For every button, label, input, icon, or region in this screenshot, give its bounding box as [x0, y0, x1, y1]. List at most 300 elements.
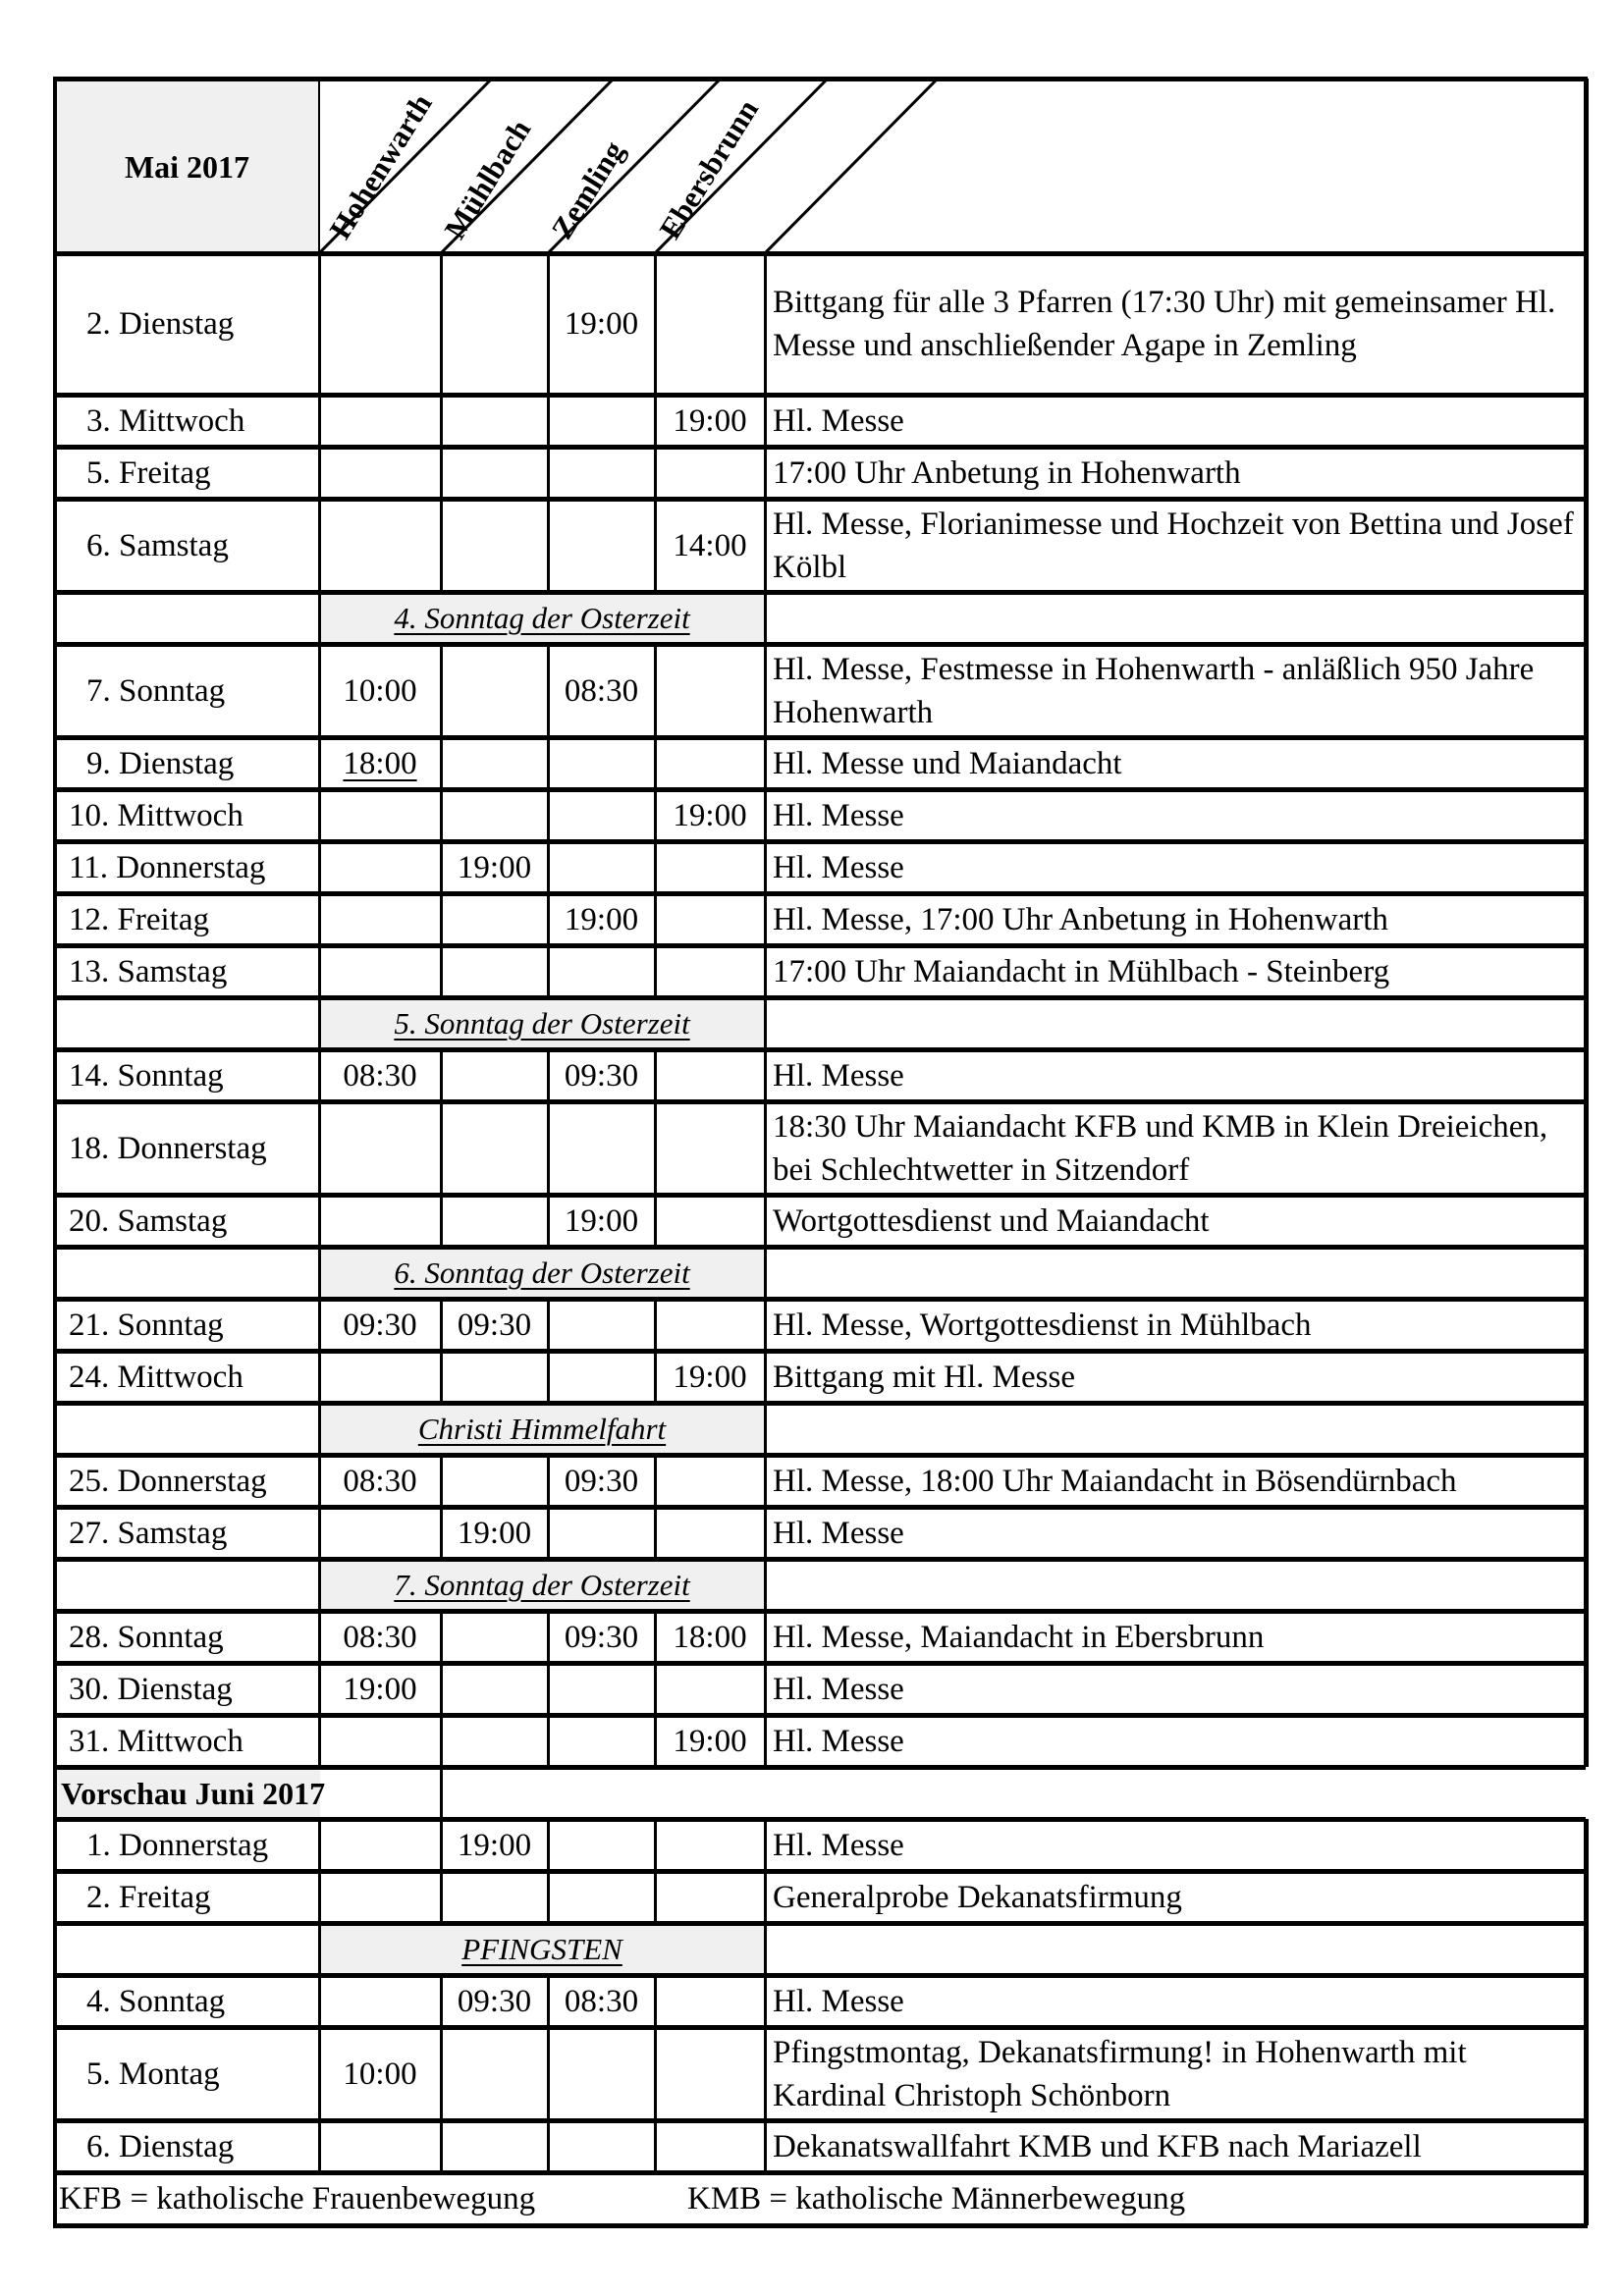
table-right-border — [1584, 737, 1589, 789]
table-left-border — [53, 253, 57, 395]
column-divider — [764, 1715, 767, 1767]
event-description: Dekanatswallfahrt KMB und KFB nach Mariazell — [773, 2128, 1422, 2164]
header-diagonal-line — [655, 79, 828, 253]
event-description: Hl. Messe — [773, 1057, 904, 1094]
event-description: Hl. Messe — [773, 1723, 904, 1759]
row-divider — [55, 393, 1586, 398]
column-divider — [654, 1819, 657, 1871]
day-label: 30. Dienstag — [69, 1671, 233, 1707]
column-divider — [318, 1507, 321, 1559]
table-left-border — [53, 644, 57, 737]
column-divider — [654, 789, 657, 841]
table-right-border — [1584, 1101, 1589, 1195]
column-divider — [764, 1403, 767, 1455]
column-divider — [654, 2027, 657, 2120]
event-description: Hl. Messe, Wortgottesdienst in Mühlbach — [773, 1307, 1312, 1343]
time-cell-mhlbach — [441, 893, 548, 945]
time-cell-ebersbrunn: 18:00 — [673, 1619, 747, 1655]
time-cell-mhlbach — [441, 1663, 548, 1715]
time-cell-mhlbach — [441, 2120, 548, 2172]
feast-day-label: 6. Sonntag der Osterzeit — [394, 1255, 690, 1290]
table-right-border — [1584, 1247, 1589, 1299]
column-divider — [318, 1715, 321, 1767]
time-cell-mhlbach — [441, 499, 548, 592]
day-label: 20. Samstag — [69, 1202, 228, 1239]
column-divider — [764, 1195, 767, 1247]
time-cell-hohenwarth — [319, 841, 441, 893]
table-left-border — [53, 1767, 57, 1819]
column-divider — [547, 1819, 550, 1871]
table-right-border — [1584, 1975, 1589, 2027]
column-divider — [318, 841, 321, 893]
table-left-border — [53, 1195, 57, 1247]
footer-kfb-legend: KFB = katholische Frauenbewegung — [59, 2181, 536, 2216]
row-divider — [55, 1557, 1586, 1562]
time-cell-ebersbrunn — [655, 1455, 765, 1507]
table-right-border — [1584, 644, 1589, 737]
time-cell-hohenwarth: 10:00 — [343, 2056, 417, 2092]
time-cell-mhlbach — [441, 2027, 548, 2120]
table-right-border — [1584, 79, 1589, 253]
column-divider — [440, 1871, 443, 1923]
event-description: 17:00 Uhr Maiandacht in Mühlbach - Steinberg — [773, 953, 1390, 989]
event-description: 17:00 Uhr Anbetung in Hohenwarth — [773, 454, 1241, 491]
column-divider — [318, 1923, 321, 1975]
column-divider — [318, 1247, 321, 1299]
time-cell-ebersbrunn — [655, 2120, 765, 2172]
time-cell-hohenwarth: 08:30 — [343, 1057, 417, 1094]
table-left-border — [53, 737, 57, 789]
column-divider — [318, 1195, 321, 1247]
event-description: Hl. Messe — [773, 1983, 904, 2019]
column-divider — [440, 2120, 443, 2172]
row-divider — [55, 2118, 1586, 2123]
time-cell-ebersbrunn — [655, 945, 765, 997]
day-label: 6. Samstag — [86, 527, 229, 563]
day-label: 4. Sonntag — [86, 1983, 226, 2019]
time-cell-zemling: 08:30 — [564, 672, 639, 709]
column-divider — [547, 395, 550, 447]
column-divider — [440, 447, 443, 499]
table-left-border — [53, 1101, 57, 1195]
column-divider — [547, 2120, 550, 2172]
column-divider — [318, 1975, 321, 2027]
column-divider — [547, 447, 550, 499]
time-cell-hohenwarth — [319, 499, 441, 592]
column-divider — [318, 1403, 321, 1455]
row-divider — [55, 891, 1586, 896]
time-cell-zemling — [548, 945, 655, 997]
column-divider — [654, 1195, 657, 1247]
table-left-border — [53, 893, 57, 945]
table-right-border — [1584, 945, 1589, 997]
time-cell-ebersbrunn: 14:00 — [673, 527, 747, 563]
feast-day-label: Christi Himmelfahrt — [417, 1411, 667, 1446]
table-left-border — [53, 1351, 57, 1403]
time-cell-mhlbach — [441, 1455, 548, 1507]
table-left-border — [53, 1049, 57, 1101]
table-right-border — [1584, 499, 1589, 592]
table-left-border — [53, 997, 57, 1049]
time-cell-mhlbach — [441, 644, 548, 737]
time-cell-ebersbrunn — [655, 893, 765, 945]
time-cell-ebersbrunn: 19:00 — [673, 1723, 747, 1759]
time-cell-mhlbach — [441, 789, 548, 841]
time-cell-zemling — [548, 1871, 655, 1923]
time-cell-mhlbach — [441, 1715, 548, 1767]
time-cell-zemling — [548, 1299, 655, 1351]
time-cell-hohenwarth: 08:30 — [343, 1463, 417, 1499]
table-right-border — [1584, 2172, 1589, 2225]
table-right-border — [1584, 1299, 1589, 1351]
row-divider — [55, 1193, 1586, 1198]
time-cell-mhlbach: 19:00 — [457, 849, 532, 885]
column-divider — [764, 2027, 767, 2120]
day-label: 24. Mittwoch — [69, 1359, 243, 1395]
time-cell-mhlbach — [441, 1101, 548, 1195]
time-cell-zemling: 19:00 — [564, 1202, 639, 1239]
time-cell-ebersbrunn — [655, 1049, 765, 1101]
event-description: Hl. Messe, Maiandacht in Ebersbrunn — [773, 1619, 1265, 1655]
row-divider — [55, 1661, 1586, 1666]
time-cell-mhlbach — [441, 1195, 548, 1247]
column-divider — [547, 253, 550, 395]
time-cell-zemling — [548, 1507, 655, 1559]
table-right-border — [1584, 1195, 1589, 1247]
time-cell-ebersbrunn: 19:00 — [673, 1359, 747, 1395]
row-divider — [55, 1817, 1586, 1822]
row-divider — [55, 1765, 1586, 1770]
column-divider — [654, 1507, 657, 1559]
table-left-border — [53, 1247, 57, 1299]
column-divider — [440, 1715, 443, 1767]
column-divider — [764, 1663, 767, 1715]
day-label: 5. Montag — [86, 2056, 220, 2092]
table-right-border — [1584, 1049, 1589, 1101]
time-cell-mhlbach — [441, 737, 548, 789]
time-cell-hohenwarth: 08:30 — [343, 1619, 417, 1655]
time-cell-hohenwarth — [319, 395, 441, 447]
event-description: Hl. Messe, 17:00 Uhr Anbetung in Hohenwarth — [773, 901, 1388, 937]
time-cell-zemling — [548, 1101, 655, 1195]
time-cell-ebersbrunn: 19:00 — [673, 797, 747, 833]
column-divider — [764, 893, 767, 945]
time-cell-ebersbrunn — [655, 253, 765, 395]
event-description: Hl. Messe, 18:00 Uhr Maiandacht in Bösendürnbach — [773, 1463, 1457, 1499]
time-cell-zemling — [548, 2120, 655, 2172]
column-divider — [764, 1611, 767, 1663]
day-label: 7. Sonntag — [86, 672, 226, 709]
table-right-border — [1584, 1923, 1589, 1975]
row-divider — [55, 1869, 1586, 1874]
row-divider — [55, 1713, 1586, 1718]
time-cell-ebersbrunn — [655, 1195, 765, 1247]
time-cell-hohenwarth: 18:00 — [343, 745, 417, 781]
time-cell-ebersbrunn — [655, 644, 765, 737]
month-title: Mai 2017 — [124, 149, 250, 185]
row-divider — [55, 839, 1586, 844]
table-left-border — [53, 1403, 57, 1455]
section-heading: Vorschau Juni 2017 — [61, 1775, 326, 1811]
column-divider — [764, 1923, 767, 1975]
event-description: Hl. Messe — [773, 1515, 904, 1551]
time-cell-mhlbach — [441, 1611, 548, 1663]
column-divider — [654, 1299, 657, 1351]
row-divider — [55, 1047, 1586, 1052]
table-left-border — [53, 592, 57, 644]
feast-day-label: 7. Sonntag der Osterzeit — [394, 1567, 690, 1602]
table-right-border — [1584, 1871, 1589, 1923]
table-left-border — [53, 945, 57, 997]
column-divider — [654, 945, 657, 997]
time-cell-hohenwarth — [319, 1975, 441, 2027]
parish-header-ebersbrunn: Ebersbrunn — [652, 93, 766, 245]
table-left-border — [53, 1611, 57, 1663]
row-divider — [55, 2025, 1586, 2030]
table-left-border — [53, 1975, 57, 2027]
column-divider — [764, 1507, 767, 1559]
table-right-border — [1584, 2120, 1589, 2172]
column-divider — [547, 644, 550, 737]
column-divider — [440, 1767, 443, 1819]
table-right-border — [1584, 841, 1589, 893]
row-divider — [55, 445, 1586, 450]
event-description: Hl. Messe und Maiandacht — [773, 745, 1122, 781]
feast-day-label: PFINGSTEN — [461, 1931, 622, 1966]
day-label: 10. Mittwoch — [69, 797, 243, 833]
column-divider — [654, 395, 657, 447]
column-divider — [764, 499, 767, 592]
column-divider — [318, 1101, 321, 1195]
column-divider — [547, 1351, 550, 1403]
column-divider — [764, 447, 767, 499]
time-cell-hohenwarth — [319, 1507, 441, 1559]
column-divider — [547, 1049, 550, 1101]
column-divider — [764, 1819, 767, 1871]
time-cell-mhlbach — [441, 1871, 548, 1923]
day-label: 27. Samstag — [69, 1515, 228, 1551]
column-divider — [547, 893, 550, 945]
table-right-border — [1584, 1403, 1589, 1455]
column-divider — [547, 1101, 550, 1195]
time-cell-zemling: 09:30 — [564, 1057, 639, 1094]
column-divider — [318, 737, 321, 789]
column-divider — [764, 2120, 767, 2172]
column-divider — [654, 1975, 657, 2027]
table-left-border — [53, 79, 57, 253]
header-diagonal-line — [548, 79, 721, 253]
column-divider — [440, 893, 443, 945]
time-cell-ebersbrunn — [655, 841, 765, 893]
column-divider — [764, 1299, 767, 1351]
day-label: 12. Freitag — [69, 901, 209, 937]
time-cell-zemling: 09:30 — [564, 1463, 639, 1499]
column-divider — [654, 1049, 657, 1101]
time-cell-mhlbach — [441, 447, 548, 499]
column-divider — [764, 789, 767, 841]
table-left-border — [53, 1819, 57, 1871]
time-cell-zemling — [548, 737, 655, 789]
table-right-border — [1584, 1507, 1589, 1559]
column-divider — [547, 789, 550, 841]
time-cell-zemling: 19:00 — [564, 306, 639, 342]
table-right-border — [1584, 997, 1589, 1049]
day-label: 25. Donnerstag — [69, 1463, 267, 1499]
column-divider — [764, 1455, 767, 1507]
time-cell-zemling — [548, 841, 655, 893]
header-bottom-border — [55, 251, 1586, 256]
table-right-border — [1584, 1455, 1589, 1507]
table-right-border — [1584, 1819, 1589, 1871]
time-cell-zemling — [548, 1715, 655, 1767]
column-divider — [547, 945, 550, 997]
day-label: 31. Mittwoch — [69, 1723, 243, 1759]
column-divider — [547, 1195, 550, 1247]
feast-day-label: 5. Sonntag der Osterzeit — [394, 1005, 690, 1041]
table-left-border — [53, 447, 57, 499]
event-description: Hl. Messe, Florianimesse und Hochzeit von Bettina und Josef Kölbl — [773, 506, 1574, 585]
column-divider — [547, 737, 550, 789]
column-divider — [440, 499, 443, 592]
feast-day-label: 4. Sonntag der Osterzeit — [394, 600, 690, 635]
time-cell-ebersbrunn — [655, 2027, 765, 2120]
time-cell-hohenwarth — [319, 945, 441, 997]
column-divider — [440, 395, 443, 447]
table-left-border — [53, 789, 57, 841]
column-divider — [440, 841, 443, 893]
column-divider — [547, 1507, 550, 1559]
time-cell-mhlbach — [441, 945, 548, 997]
row-divider — [55, 995, 1586, 1000]
column-divider — [547, 1299, 550, 1351]
day-label: 28. Sonntag — [69, 1619, 224, 1655]
column-divider — [318, 395, 321, 447]
column-divider — [547, 1611, 550, 1663]
time-cell-mhlbach: 19:00 — [457, 1827, 532, 1863]
month-cell-right-border — [318, 80, 320, 253]
column-divider — [318, 644, 321, 737]
time-cell-zemling — [548, 2027, 655, 2120]
table-right-border — [1584, 1351, 1589, 1403]
column-divider — [654, 1455, 657, 1507]
column-divider — [440, 2027, 443, 2120]
row-divider — [55, 1505, 1586, 1510]
time-cell-ebersbrunn: 19:00 — [673, 402, 747, 439]
row-divider — [55, 1609, 1586, 1614]
table-bottom-border — [53, 2223, 1588, 2228]
event-description: Hl. Messe — [773, 1827, 904, 1863]
column-divider — [654, 1101, 657, 1195]
day-label: 21. Sonntag — [69, 1307, 224, 1343]
column-divider — [440, 1507, 443, 1559]
time-cell-hohenwarth — [319, 893, 441, 945]
day-label: 2. Dienstag — [86, 306, 235, 342]
column-divider — [547, 1455, 550, 1507]
time-cell-zemling — [548, 1663, 655, 1715]
event-description: Wortgottesdienst und Maiandacht — [773, 1202, 1210, 1239]
time-cell-zemling — [548, 789, 655, 841]
row-divider — [55, 1297, 1586, 1302]
time-cell-hohenwarth — [319, 1871, 441, 1923]
column-divider — [764, 592, 767, 644]
event-description: Pfingstmontag, Dekanatsfirmung! in Hohenwarth mit Kardinal Christoph Schönborn — [773, 2034, 1467, 2113]
column-divider — [318, 893, 321, 945]
column-divider — [318, 1611, 321, 1663]
time-cell-hohenwarth — [319, 447, 441, 499]
row-divider — [55, 497, 1586, 502]
column-divider — [318, 592, 321, 644]
table-right-border — [1584, 1559, 1589, 1611]
column-divider — [440, 789, 443, 841]
event-description: Hl. Messe — [773, 797, 904, 833]
table-right-border — [1584, 893, 1589, 945]
time-cell-mhlbach: 19:00 — [457, 1515, 532, 1551]
column-divider — [654, 644, 657, 737]
time-cell-ebersbrunn — [655, 1101, 765, 1195]
table-left-border — [53, 395, 57, 447]
day-label: 5. Freitag — [86, 454, 211, 491]
event-description: Bittgang für alle 3 Pfarren (17:30 Uhr) mit gemeinsamer Hl. Messe und anschließender Agape in Zemling — [773, 285, 1556, 363]
time-cell-zemling — [548, 447, 655, 499]
parish-header-zemling: Zemling — [543, 134, 631, 245]
time-cell-ebersbrunn — [655, 1819, 765, 1871]
table-left-border — [53, 2120, 57, 2172]
column-divider — [318, 447, 321, 499]
table-right-border — [1584, 447, 1589, 499]
row-divider — [55, 1401, 1586, 1406]
day-label: 11. Donnerstag — [69, 849, 266, 885]
day-label: 3. Mittwoch — [86, 402, 245, 439]
row-divider — [55, 943, 1586, 948]
column-divider — [318, 945, 321, 997]
column-divider — [318, 1663, 321, 1715]
column-divider — [764, 1559, 767, 1611]
event-description: Hl. Messe — [773, 402, 904, 439]
column-divider — [764, 1049, 767, 1101]
row-divider — [55, 1921, 1586, 1926]
table-left-border — [53, 1507, 57, 1559]
time-cell-zemling: 08:30 — [564, 1983, 639, 2019]
table-left-border — [53, 1871, 57, 1923]
day-label: 9. Dienstag — [86, 745, 235, 781]
column-divider — [440, 253, 443, 395]
column-divider — [764, 841, 767, 893]
column-divider — [440, 1975, 443, 2027]
event-description: Hl. Messe, Festmesse in Hohenwarth - anläßlich 950 Jahre Hohenwarth — [773, 651, 1535, 730]
column-divider — [318, 1351, 321, 1403]
column-divider — [654, 499, 657, 592]
table-left-border — [53, 2027, 57, 2120]
column-divider — [440, 1819, 443, 1871]
column-divider — [654, 1351, 657, 1403]
column-divider — [318, 2120, 321, 2172]
column-divider — [654, 1715, 657, 1767]
column-divider — [547, 1871, 550, 1923]
column-divider — [318, 2027, 321, 2120]
column-divider — [440, 644, 443, 737]
time-cell-mhlbach — [441, 1351, 548, 1403]
row-divider — [55, 735, 1586, 740]
time-cell-mhlbach — [441, 253, 548, 395]
table-right-border — [1584, 1611, 1589, 1663]
column-divider — [440, 1049, 443, 1101]
table-left-border — [53, 841, 57, 893]
column-divider — [318, 1049, 321, 1101]
time-cell-hohenwarth — [319, 2120, 441, 2172]
column-divider — [318, 1299, 321, 1351]
time-cell-mhlbach: 09:30 — [457, 1983, 532, 2019]
time-cell-hohenwarth: 10:00 — [343, 672, 417, 709]
